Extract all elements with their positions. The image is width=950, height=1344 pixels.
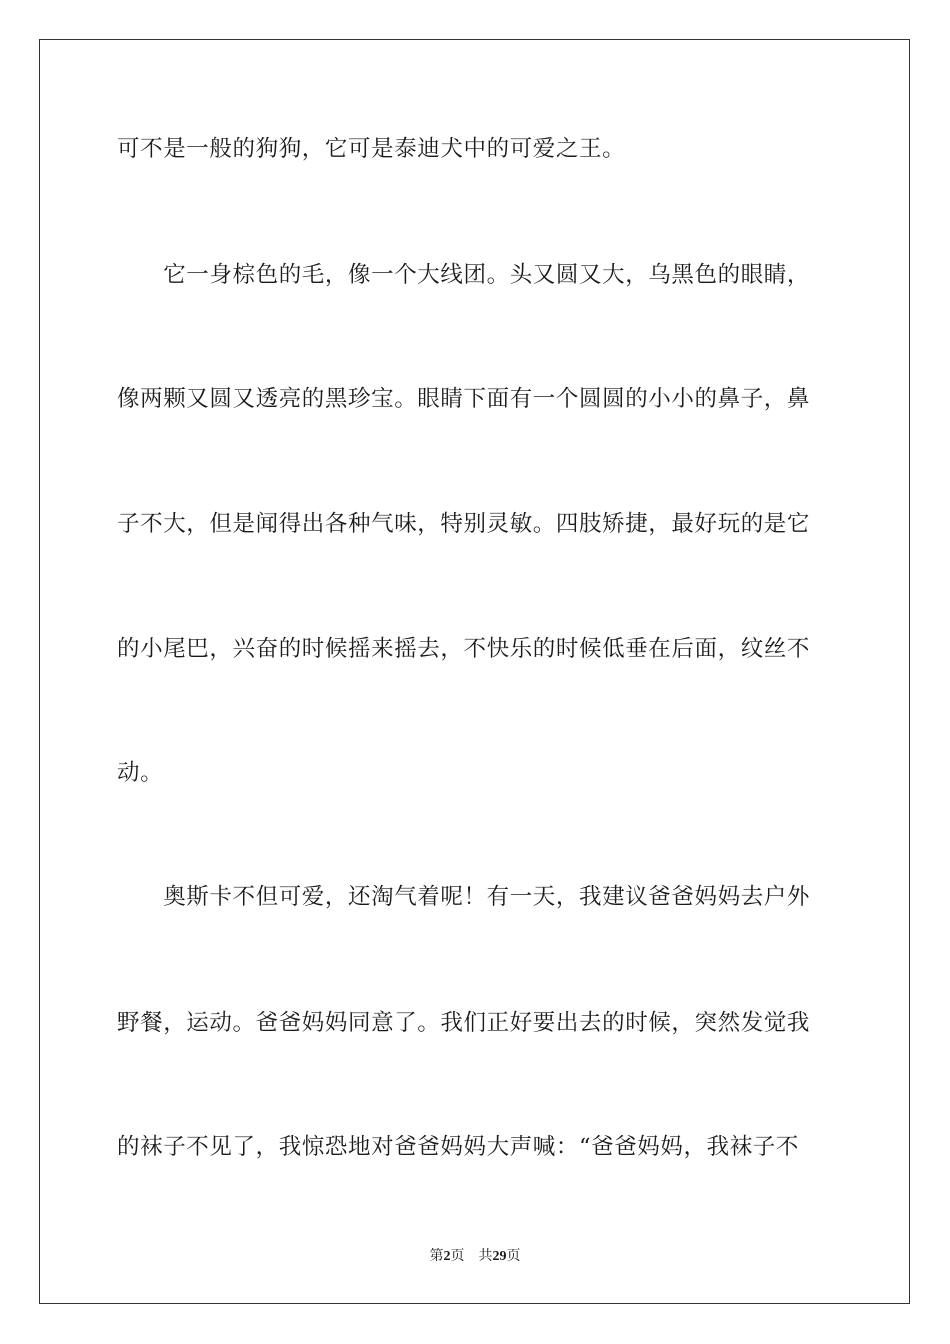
page-suffix: 页 (450, 1248, 465, 1264)
text-line-3: 像两颗又圆又透亮的黑珍宝。眼睛下面有一个圆圆的小小的鼻子，鼻 (117, 386, 811, 412)
total-suffix: 页 (506, 1248, 521, 1264)
total-prefix: 共 (478, 1248, 493, 1264)
page-border (39, 39, 910, 1304)
text-line-2: 它一身棕色的毛，像一个大线团。头又圆又大，乌黑色的眼睛， (117, 262, 811, 288)
text-line-9: 的袜子不见了，我惊恐地对爸爸妈妈大声喊：“爸爸妈妈，我袜子不 (117, 1134, 800, 1160)
page-number: 2 (443, 1249, 451, 1264)
text-line-1: 可不是一般的狗狗，它可是泰迪犬中的可爱之王。 (117, 136, 626, 162)
total-pages: 29 (492, 1249, 507, 1264)
page-footer (0, 1246, 950, 1267)
page-prefix: 第 (429, 1248, 444, 1264)
text-line-8: 野餐，运动。爸爸妈妈同意了。我们正好要出去的时候，突然发觉我 (117, 1010, 811, 1036)
text-line-4: 子不大，但是闻得出各种气味，特别灵敏。四肢矫捷，最好玩的是它 (117, 511, 811, 537)
text-line-5: 的小尾巴，兴奋的时候摇来摇去，不快乐的时候低垂在后面，纹丝不 (117, 636, 811, 662)
text-line-7: 奥斯卡不但可爱，还淘气着呢！有一天，我建议爸爸妈妈去户外 (117, 884, 811, 910)
text-line-6: 动。 (117, 760, 164, 786)
